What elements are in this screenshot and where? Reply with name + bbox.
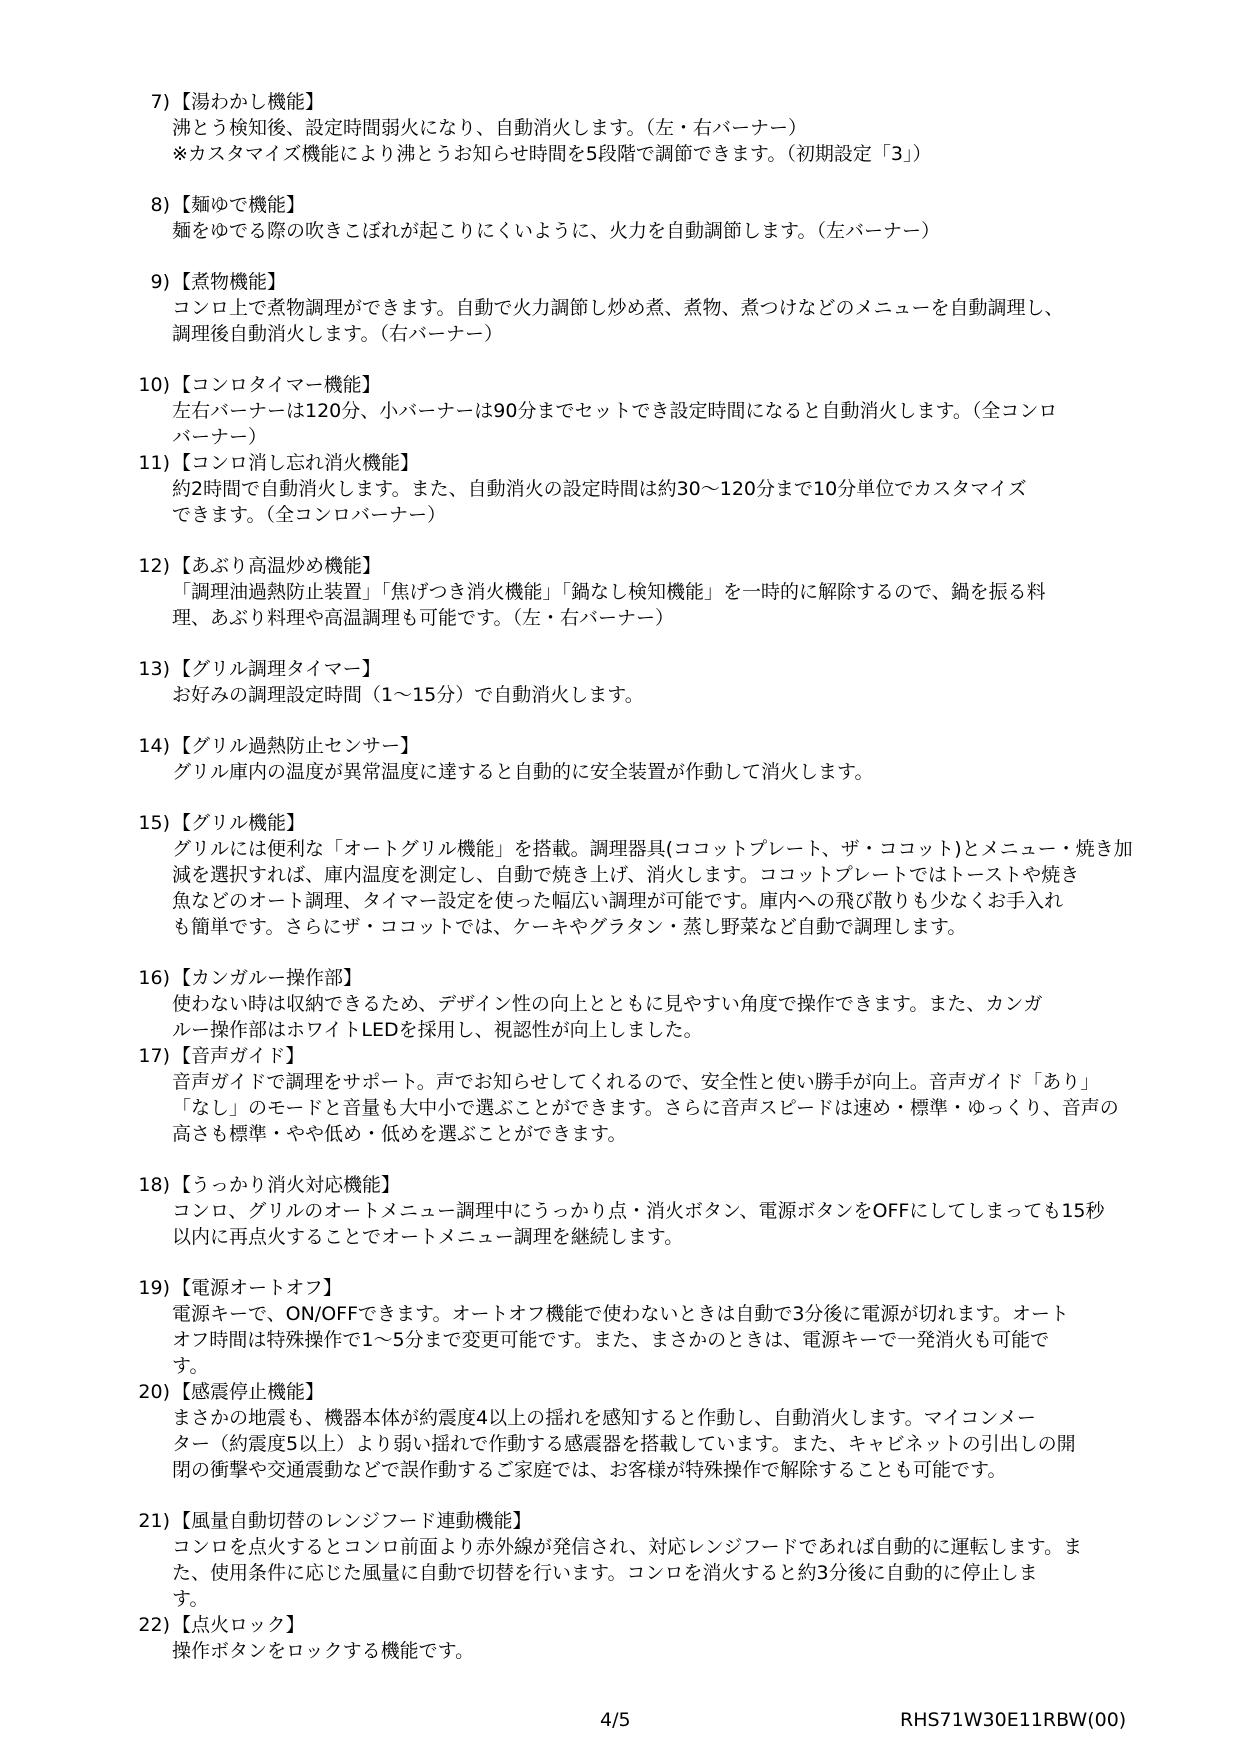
section-21	[134, 1508, 1184, 1612]
section-10	[134, 372, 1184, 450]
body-line: ルー操作部はホワイトLEDを採用し、視認性が向上しました。	[172, 1019, 703, 1041]
section-body	[172, 218, 1184, 244]
body-line: す。	[172, 1355, 209, 1377]
section-title: 【湯わかし機能】	[172, 91, 325, 113]
section-16	[134, 965, 1184, 1043]
body-line: コンロ、グリルのオートメニュー調理中にうっかり点・消火ボタン、電源ボタンをOFFにしてしまっても15秒	[172, 1200, 1105, 1222]
section-title: 【感震停止機能】	[172, 1381, 325, 1403]
section-7	[134, 89, 1184, 167]
section-20	[134, 1379, 1184, 1483]
section-title: 【風量自動切替のレンジフード連動機能】	[172, 1510, 532, 1532]
section-number: 21)	[138, 1510, 170, 1532]
body-line: 使わない時は収納できるため、デザイン性の向上とともに見やすい角度で操作できます。また、カンガ	[172, 993, 1043, 1015]
section-number: 20)	[138, 1381, 170, 1403]
body-line: 麺をゆでる際の吹きこぼれが起こりにくいように、火力を自動調節します。（左バーナー）	[172, 220, 940, 242]
section-number: 17)	[138, 1045, 170, 1067]
section-body	[172, 476, 1184, 528]
body-line: コンロ上で煮物調理ができます。自動で火力調節し炒め煮、煮物、煮つけなどのメニューを自動調理し、	[172, 297, 1064, 319]
section-heading	[134, 1379, 1184, 1405]
section-heading	[134, 192, 1184, 218]
section-14	[134, 733, 1184, 785]
section-title: 【あぶり高温炒め機能】	[172, 555, 382, 577]
section-heading	[134, 810, 1184, 836]
page-number: 4/5	[600, 1709, 631, 1731]
section-body	[172, 1301, 1184, 1379]
section-body	[172, 836, 1184, 940]
section-body	[172, 115, 1184, 167]
body-line: ※カスタマイズ機能により沸とうお知らせ時間を5段階で調節できます。（初期設定「3」）	[172, 143, 932, 165]
body-line: 音声ガイドで調理をサポート。声でお知らせしてくれるので、安全性と使い勝手が向上。音声ガイド「あり」	[172, 1071, 1100, 1093]
body-line: 理、あぶり料理や高温調理も可能です。（左・右バーナー）	[172, 607, 674, 629]
section-19	[134, 1275, 1184, 1379]
section-number: 13)	[138, 658, 170, 680]
section-number: 9)	[150, 271, 170, 293]
section-title: 【麺ゆで機能】	[172, 194, 306, 216]
body-line: 以内に再点火することでオートメニュー調理を継続します。	[172, 1226, 684, 1248]
body-line: 調理後自動消火します。（右バーナー）	[172, 323, 503, 345]
section-body	[172, 1069, 1184, 1147]
body-line: コンロを点火するとコンロ前面より赤外線が発信され、対応レンジフードであれば自動的に運転します。ま	[172, 1536, 1083, 1558]
section-title: 【コンロ消し忘れ消火機能】	[172, 452, 420, 474]
section-body	[172, 991, 1184, 1043]
section-title: 【グリル機能】	[172, 812, 306, 834]
body-line: 電源キーで、ON/OFFできます。オートオフ機能で使わないときは自動で3分後に電源が切れます。オート	[172, 1303, 1069, 1325]
section-title: 【音声ガイド】	[172, 1045, 305, 1067]
section-18	[134, 1172, 1184, 1250]
body-line: 魚などのオート調理、タイマー設定を使った幅広い調理が可能です。庫内への飛び散りも少なくお手入れ	[172, 890, 1064, 912]
body-line: す。	[172, 1588, 209, 1610]
section-title: 【コンロタイマー機能】	[172, 374, 381, 396]
section-17	[134, 1043, 1184, 1147]
section-heading	[134, 733, 1184, 759]
section-number: 8)	[150, 194, 170, 216]
body-line: 「なし」のモードと音量も大中小で選ぶことができます。さらに音声スピードは速め・標準・ゆっくり、音声の	[172, 1097, 1119, 1119]
section-heading	[134, 1275, 1184, 1301]
section-title: 【うっかり消火対応機能】	[172, 1174, 401, 1196]
body-line: オフ時間は特殊操作で1～5分まで変更可能です。また、まさかのときは、電源キーで一発消火も可能で	[172, 1329, 1050, 1351]
section-title: 【カンガルー操作部】	[172, 967, 363, 989]
section-9	[134, 269, 1184, 347]
body-line: グリル庫内の温度が異常温度に達すると自動的に安全装置が作動して消火します。	[172, 761, 874, 783]
section-heading	[134, 1508, 1184, 1534]
body-line: 左右バーナーは120分、小バーナーは90分までセットでき設定時間になると自動消火します。（全コンロ	[172, 400, 1058, 422]
section-11	[134, 450, 1184, 528]
document-code: RHS71W30E11RBW(00)	[900, 1709, 1127, 1731]
body-line: 操作ボタンをロックする機能です。	[172, 1640, 475, 1662]
section-heading	[134, 965, 1184, 991]
body-line: 閉の衝撃や交通震動などで誤作動するご家庭では、お客様が特殊操作で解除することも可能です。	[172, 1459, 1007, 1481]
body-line: 沸とう検知後、設定時間弱火になり、自動消火します。（左・右バーナー）	[172, 117, 807, 139]
section-number: 14)	[138, 735, 170, 757]
section-number: 7)	[150, 91, 170, 113]
body-line: も簡単です。さらにザ・ココットでは、ケーキやグラタン・蒸し野菜など自動で調理します。	[172, 916, 967, 938]
section-heading	[134, 1043, 1184, 1069]
section-number: 19)	[138, 1277, 170, 1299]
section-heading	[134, 1172, 1184, 1198]
section-number: 11)	[138, 452, 170, 474]
section-title: 【煮物機能】	[172, 271, 287, 293]
body-line: ター（約震度5以上）より弱い揺れで作動する感震器を搭載しています。また、キャビネットの引出しの開	[172, 1433, 1076, 1455]
section-heading	[134, 553, 1184, 579]
section-body	[172, 1198, 1184, 1250]
section-title: 【グリル過熱防止センサー】	[172, 735, 420, 757]
section-body	[172, 1405, 1184, 1483]
section-body	[172, 295, 1184, 347]
section-heading	[134, 450, 1184, 476]
section-number: 10)	[138, 374, 170, 396]
section-body	[172, 1638, 1184, 1664]
section-heading	[134, 372, 1184, 398]
section-15	[134, 810, 1184, 940]
section-body	[172, 682, 1184, 708]
body-line: 「調理油過熱防止装置」「焦げつき消火機能」「鍋なし検知機能」を一時的に解除するので、鍋を振る料	[172, 581, 1046, 603]
section-number: 22)	[138, 1614, 170, 1636]
section-number: 18)	[138, 1174, 170, 1196]
section-number: 15)	[138, 812, 170, 834]
section-number: 12)	[138, 555, 170, 577]
section-title: 【点火ロック】	[172, 1614, 305, 1636]
section-title: 【グリル調理タイマー】	[172, 658, 381, 680]
body-line: グリルには便利な「オートグリル機能」を搭載。調理器具(ココットプレート、ザ・ココット)とメニュー・焼き加	[172, 838, 1133, 860]
section-22	[134, 1612, 1184, 1664]
section-number: 16)	[138, 967, 170, 989]
section-body	[172, 398, 1184, 450]
body-line: 高さも標準・やや低め・低めを選ぶことができます。	[172, 1123, 627, 1145]
body-line: お好みの調理設定時間（1～15分）で自動消火します。	[172, 684, 644, 706]
body-line: バーナー）	[172, 426, 268, 448]
section-body	[172, 759, 1184, 785]
body-line: 約2時間で自動消火します。また、自動消火の設定時間は約30～120分まで10分単位でカスタマイズ	[172, 478, 1027, 500]
section-13	[134, 656, 1184, 708]
section-heading	[134, 89, 1184, 115]
body-line: た、使用条件に応じた風量に自動で切替を行います。コンロを消火すると約3分後に自動的に停止しま	[172, 1562, 1038, 1584]
body-line: 減を選択すれば、庫内温度を測定し、自動で焼き上げ、消火します。ココットプレートではトーストや焼き	[172, 864, 1080, 886]
section-8	[134, 192, 1184, 244]
body-line: まさかの地震も、機器本体が約震度4以上の揺れを感知すると作動し、自動消火します。マイコンメー	[172, 1407, 1036, 1429]
section-12	[134, 553, 1184, 631]
section-body	[172, 579, 1184, 631]
section-heading	[134, 269, 1184, 295]
section-heading	[134, 1612, 1184, 1638]
section-body	[172, 1534, 1184, 1612]
body-line: できます。（全コンロバーナー）	[172, 504, 446, 526]
section-heading	[134, 656, 1184, 682]
section-title: 【電源オートオフ】	[172, 1277, 342, 1299]
